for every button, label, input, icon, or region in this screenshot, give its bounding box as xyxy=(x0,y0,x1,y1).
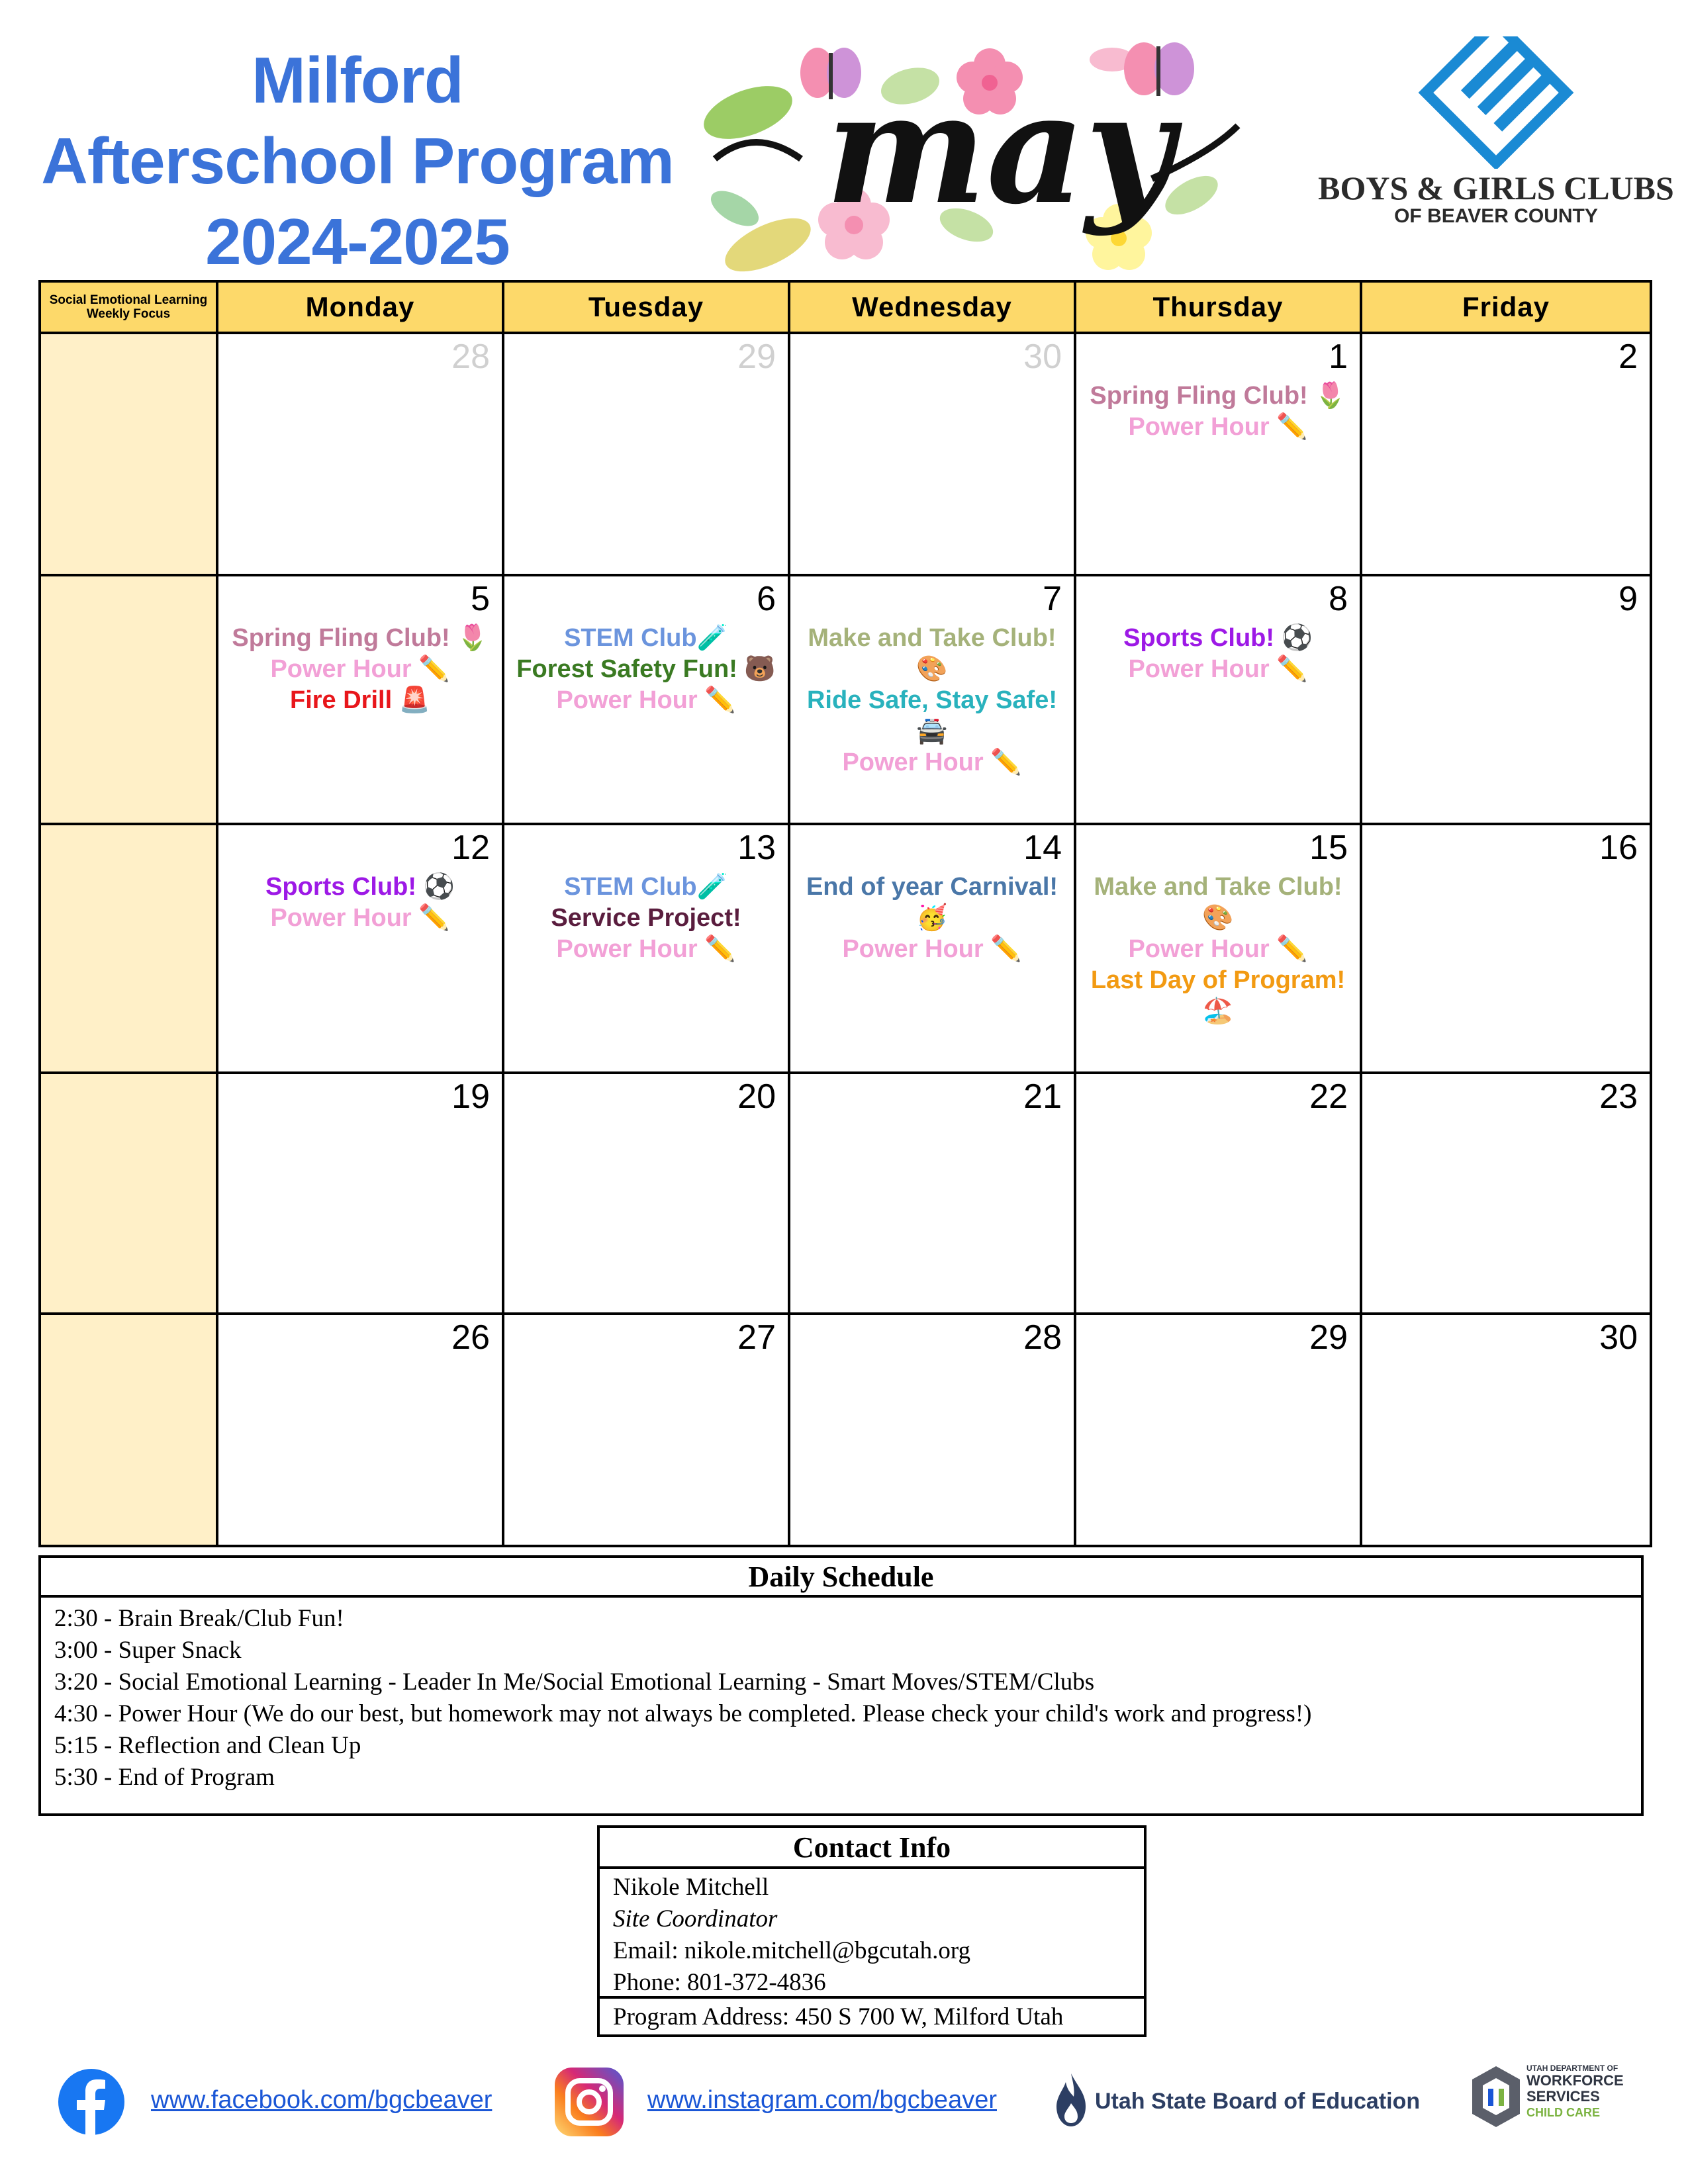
contact-name: Nikole Mitchell xyxy=(613,1874,769,1901)
day-cell xyxy=(1362,334,1650,576)
event-item: Forest Safety Fun! 🐻 xyxy=(516,655,776,683)
day-number: 27 xyxy=(737,1318,776,1357)
hexagon-icon xyxy=(1470,2064,1523,2130)
event-list xyxy=(1083,872,1353,1027)
focus-cell xyxy=(41,1315,218,1545)
contact-role: Site Coordinator xyxy=(613,1905,778,1933)
day-number: 28 xyxy=(1023,1318,1062,1357)
day-number: 21 xyxy=(1023,1077,1062,1116)
day-number: 29 xyxy=(1309,1318,1348,1357)
event-item: Make and Take Club! 🎨 xyxy=(1094,873,1342,932)
day-cell xyxy=(218,334,504,576)
title-line-year: 2024-2025 xyxy=(205,205,510,278)
may-floral-illustration xyxy=(688,26,1258,275)
event-item: Spring Fling Club! 🌷 xyxy=(232,624,489,652)
event-item: Power Hour ✏️ xyxy=(556,935,736,963)
day-number: 12 xyxy=(451,829,490,867)
day-cell xyxy=(790,576,1076,825)
day-cell xyxy=(790,1315,1076,1545)
day-cell xyxy=(1362,1315,1650,1545)
day-number: 28 xyxy=(451,338,490,376)
day-cell xyxy=(1076,825,1362,1074)
day-cell xyxy=(504,825,790,1074)
bgc-logo xyxy=(1317,36,1675,235)
focus-cell xyxy=(41,334,218,576)
contact-details xyxy=(600,1869,1144,1999)
day-number: 29 xyxy=(737,338,776,376)
day-cell xyxy=(790,1074,1076,1315)
focus-cell xyxy=(41,1074,218,1315)
day-number: 30 xyxy=(1023,338,1062,376)
day-cell xyxy=(1362,825,1650,1074)
dws-child-care-logo xyxy=(1470,2058,1642,2138)
day-cell xyxy=(1362,1074,1650,1315)
event-item: Power Hour ✏️ xyxy=(1128,413,1308,441)
event-item: End of year Carnival! 🥳 xyxy=(806,873,1058,932)
bgc-logo-subtitle: OF BEAVER COUNTY xyxy=(1394,205,1598,227)
dws-name: UTAH DEPARTMENT OF WORKFORCE SERVICES CHILD CARE xyxy=(1526,2064,1624,2119)
event-item: STEM Club🧪 xyxy=(564,873,728,901)
event-item: Make and Take Club! 🎨 xyxy=(808,624,1056,683)
event-list xyxy=(225,872,495,934)
day-cell xyxy=(218,576,504,825)
contact-info xyxy=(597,1825,1147,2037)
event-item: Service Project! xyxy=(551,904,741,932)
day-cell xyxy=(218,1315,504,1545)
facebook-link[interactable]: www.facebook.com/bgcbeaver xyxy=(151,2086,492,2114)
focus-cell xyxy=(41,576,218,825)
event-item: Sports Club! ⚽ xyxy=(265,873,455,901)
day-number: 6 xyxy=(757,580,776,618)
day-cell xyxy=(790,334,1076,576)
event-item: Power Hour ✏️ xyxy=(270,904,450,932)
day-cell xyxy=(1362,576,1650,825)
event-item: Last Day of Program! 🏖️ xyxy=(1090,966,1346,1025)
day-number: 23 xyxy=(1599,1077,1638,1116)
event-list xyxy=(511,872,781,965)
may-lettering: may xyxy=(825,60,1174,238)
event-list xyxy=(797,623,1067,778)
facebook-icon[interactable] xyxy=(58,2069,124,2135)
day-cell xyxy=(1076,576,1362,825)
day-number: 8 xyxy=(1329,580,1348,618)
event-item: Fire Drill 🚨 xyxy=(289,686,431,714)
event-item: Ride Safe, Stay Safe! 🚔 xyxy=(806,686,1058,745)
schedule-title: Daily Schedule xyxy=(41,1558,1641,1598)
event-list xyxy=(225,623,495,716)
event-item: Sports Club! ⚽ xyxy=(1123,624,1313,652)
program-title xyxy=(40,40,675,282)
day-cell xyxy=(1076,1074,1362,1315)
event-item: Power Hour ✏️ xyxy=(842,935,1022,963)
schedule-item: 5:15 - Reflection and Clean Up xyxy=(54,1732,361,1759)
instagram-icon[interactable] xyxy=(555,2068,624,2136)
program-address: Program Address: 450 S 700 W, Milford Utah xyxy=(613,2003,1064,2030)
day-number: 9 xyxy=(1618,580,1638,618)
header-wednesday: Wednesday xyxy=(790,283,1076,334)
month-calendar xyxy=(38,280,1652,1547)
day-number: 30 xyxy=(1599,1318,1638,1357)
day-number: 15 xyxy=(1309,829,1348,867)
day-number: 26 xyxy=(451,1318,490,1357)
day-cell xyxy=(504,1074,790,1315)
day-cell xyxy=(504,1315,790,1545)
day-cell xyxy=(218,825,504,1074)
event-item: Power Hour ✏️ xyxy=(556,686,736,714)
schedule-list xyxy=(41,1598,1641,1799)
event-item: Power Hour ✏️ xyxy=(1128,935,1308,963)
header-thursday: Thursday xyxy=(1076,283,1362,334)
bgc-hands-icon xyxy=(1317,36,1675,169)
day-cell xyxy=(504,576,790,825)
contact-phone: Phone: 801-372-4836 xyxy=(613,1969,826,1996)
instagram-link[interactable]: www.instagram.com/bgcbeaver xyxy=(647,2086,997,2114)
header-friday: Friday xyxy=(1362,283,1650,334)
day-cell xyxy=(1076,334,1362,576)
day-number: 14 xyxy=(1023,829,1062,867)
contact-email: Email: nikole.mitchell@bgcutah.org xyxy=(613,1937,970,1964)
event-item: Power Hour ✏️ xyxy=(1128,655,1308,683)
event-item: Spring Fling Club! 🌷 xyxy=(1090,382,1346,410)
day-cell xyxy=(504,334,790,576)
schedule-item: 2:30 - Brain Break/Club Fun! xyxy=(54,1605,344,1632)
event-list xyxy=(1083,623,1353,685)
schedule-item: 3:00 - Super Snack xyxy=(54,1637,242,1664)
day-number: 2 xyxy=(1618,338,1638,376)
day-number: 16 xyxy=(1599,829,1638,867)
day-number: 13 xyxy=(737,829,776,867)
event-item: Power Hour ✏️ xyxy=(270,655,450,683)
schedule-item: 4:30 - Power Hour (We do our best, but homework may not always be completed. Please check your child's work and progress!) xyxy=(54,1700,1312,1727)
day-number: 20 xyxy=(737,1077,776,1116)
title-line-program: Afterschool Program xyxy=(41,124,674,197)
day-cell xyxy=(218,1074,504,1315)
title-line-site: Milford xyxy=(252,44,463,116)
focus-column-header: Social Emotional Learning Weekly Focus xyxy=(41,283,218,334)
usbe-logo xyxy=(1051,2064,1421,2136)
usbe-name: Utah State Board of Education xyxy=(1095,2089,1421,2114)
event-list xyxy=(1083,381,1353,443)
day-number: 1 xyxy=(1329,338,1348,376)
daily-schedule xyxy=(38,1555,1644,1816)
day-number: 5 xyxy=(471,580,490,618)
day-number: 22 xyxy=(1309,1077,1348,1116)
day-number: 7 xyxy=(1043,580,1062,618)
bgc-logo-name: BOYS & GIRLS CLUBS xyxy=(1318,169,1674,206)
day-cell xyxy=(790,825,1076,1074)
event-list xyxy=(797,872,1067,965)
focus-cell xyxy=(41,825,218,1074)
day-number: 19 xyxy=(451,1077,490,1116)
event-item: STEM Club🧪 xyxy=(564,624,728,652)
header-tuesday: Tuesday xyxy=(504,283,790,334)
header-monday: Monday xyxy=(218,283,504,334)
schedule-item: 5:30 - End of Program xyxy=(54,1764,275,1791)
contact-title: Contact Info xyxy=(600,1828,1144,1869)
schedule-item: 3:20 - Social Emotional Learning - Leader In Me/Social Emotional Learning - Smart Moves/STEM/Clubs xyxy=(54,1668,1095,1696)
event-item: Power Hour ✏️ xyxy=(842,749,1022,776)
torch-icon xyxy=(1051,2070,1091,2130)
event-list xyxy=(511,623,781,716)
day-cell xyxy=(1076,1315,1362,1545)
